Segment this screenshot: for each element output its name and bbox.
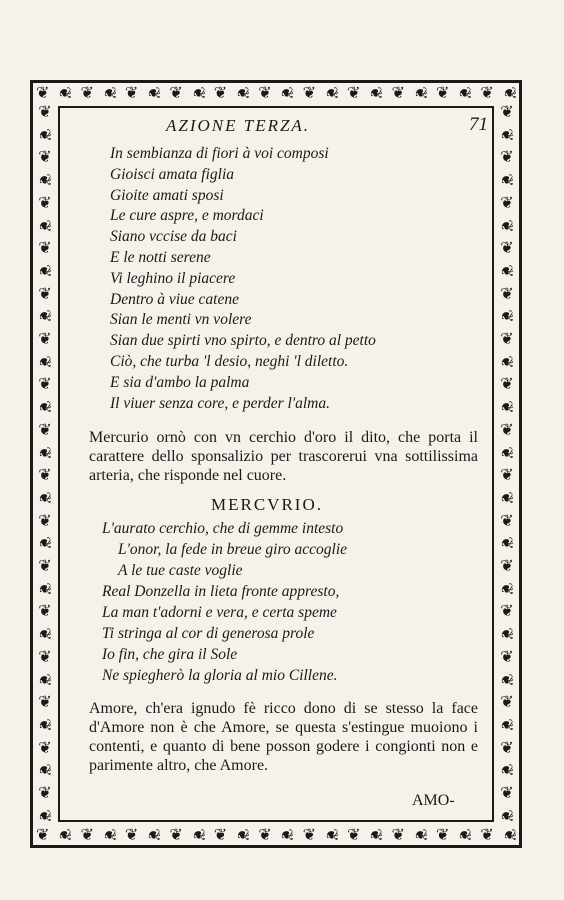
fleuron-ornament-icon: ❦ (498, 445, 517, 460)
fleuron-ornament-icon: ❦ (411, 828, 431, 842)
fleuron-ornament-icon: ❦ (498, 809, 517, 823)
fleuron-ornament-icon: ❦ (322, 828, 342, 842)
fleuron-ornament-icon: ❦ (36, 445, 55, 460)
fleuron-ornament-icon: ❦ (498, 763, 517, 778)
verse-line: Dentro à viue catene (110, 290, 239, 308)
speaker-heading: MERCVRIO. (211, 495, 323, 515)
fleuron-ornament-icon: ❦ (38, 374, 52, 394)
fleuron-ornament-icon: ❦ (366, 828, 386, 842)
fleuron-ornament-icon: ❦ (500, 238, 514, 258)
verse-line: La man t'adorni e vera, e certa speme (102, 603, 337, 621)
fleuron-ornament-icon: ❦ (233, 86, 253, 100)
verse-line: Il viuer senza core, e perder l'alma. (110, 394, 330, 412)
fleuron-ornament-icon: ❦ (38, 329, 52, 349)
fleuron-ornament-icon: ❦ (500, 692, 514, 712)
fleuron-ornament-icon: ❦ (366, 86, 386, 100)
fleuron-ornament-icon: ❦ (498, 400, 517, 414)
fleuron-ornament-icon: ❦ (36, 309, 55, 324)
fleuron-ornament-icon: ❦ (38, 465, 52, 485)
verse-line: Ciò, che turba 'l desio, neghi 'l diletto. (110, 352, 349, 370)
running-title: AZIONE TERZA. (166, 116, 311, 135)
fleuron-ornament-icon: ❦ (36, 491, 55, 505)
fleuron-ornament-icon: ❦ (258, 825, 272, 844)
verse-block-one (110, 144, 482, 414)
fleuron-ornament-icon: ❦ (144, 86, 164, 100)
page-header (78, 112, 488, 142)
verse-line: A le tue caste voglie (118, 562, 243, 580)
fleuron-ornament-icon: ❦ (38, 783, 52, 803)
fleuron-ornament-icon: ❦ (36, 173, 55, 187)
fleuron-ornament-icon: ❦ (302, 825, 317, 844)
fleuron-ornament-icon: ❦ (278, 86, 298, 100)
fleuron-ornament-icon: ❦ (36, 355, 55, 369)
verse-line: Gioisci amata figlia (110, 165, 234, 183)
fleuron-ornament-icon: ❦ (480, 83, 494, 102)
fleuron-ornament-icon: ❦ (36, 809, 55, 823)
prose-paragraph-one: Mercurio ornò con vn cerchio d'oro il dito, che porta il carattere dello sponsalizio per trascorerui vna sottilissima arteria, che risponde nel cuore. (89, 429, 478, 485)
fleuron-ornament-icon: ❦ (498, 309, 517, 324)
fleuron-ornament-icon: ❦ (500, 102, 514, 121)
fleuron-ornament-icon: ❦ (500, 646, 514, 666)
fleuron-ornament-icon: ❦ (38, 737, 52, 757)
fleuron-ornament-icon: ❦ (500, 783, 514, 803)
fleuron-ornament-icon: ❦ (38, 419, 52, 439)
fleuron-ornament-icon: ❦ (498, 128, 517, 142)
fleuron-ornament-icon: ❦ (498, 491, 517, 505)
verse-line: E sia d'ambo la palma (110, 373, 250, 391)
fleuron-ornament-icon: ❦ (391, 825, 405, 844)
fleuron-ornament-icon: ❦ (500, 510, 514, 530)
fleuron-ornament-icon: ❦ (213, 83, 228, 102)
fleuron-ornament-icon: ❦ (500, 374, 514, 394)
fleuron-ornament-icon: ❦ (169, 83, 183, 102)
verse-line: Vi leghino il piacere (110, 269, 236, 287)
fleuron-ornament-icon: ❦ (500, 556, 514, 576)
fleuron-ornament-icon: ❦ (124, 83, 139, 102)
fleuron-ornament-icon: ❦ (38, 147, 52, 167)
fleuron-ornament-icon: ❦ (500, 465, 514, 485)
verse-line: Sian le menti vn volere (110, 311, 252, 329)
ornament-border-right (498, 104, 516, 824)
fleuron-ornament-icon: ❦ (500, 283, 514, 303)
fleuron-ornament-icon: ❦ (500, 86, 520, 100)
fleuron-ornament-icon: ❦ (80, 83, 94, 102)
fleuron-ornament-icon: ❦ (36, 627, 55, 641)
fleuron-ornament-icon: ❦ (38, 692, 52, 712)
fleuron-ornament-icon: ❦ (100, 86, 120, 100)
fleuron-ornament-icon: ❦ (498, 536, 517, 551)
fleuron-ornament-icon: ❦ (38, 238, 52, 258)
fleuron-ornament-icon: ❦ (500, 601, 514, 621)
fleuron-ornament-icon: ❦ (498, 627, 517, 641)
fleuron-ornament-icon: ❦ (38, 510, 52, 530)
fleuron-ornament-icon: ❦ (36, 400, 55, 414)
fleuron-ornament-icon: ❦ (500, 419, 514, 439)
fleuron-ornament-icon: ❦ (347, 83, 361, 102)
fleuron-ornament-icon: ❦ (124, 825, 139, 844)
fleuron-ornament-icon: ❦ (38, 556, 52, 576)
fleuron-ornament-icon: ❦ (38, 283, 52, 303)
fleuron-ornament-icon: ❦ (36, 763, 55, 778)
fleuron-ornament-icon: ❦ (36, 672, 55, 687)
fleuron-ornament-icon: ❦ (213, 825, 228, 844)
fleuron-ornament-icon: ❦ (55, 828, 75, 842)
fleuron-ornament-icon: ❦ (498, 173, 517, 187)
fleuron-ornament-icon: ❦ (80, 825, 94, 844)
fleuron-ornament-icon: ❦ (189, 86, 209, 100)
fleuron-ornament-icon: ❦ (36, 536, 55, 551)
fleuron-ornament-icon: ❦ (278, 828, 298, 842)
fleuron-ornament-icon: ❦ (411, 86, 431, 100)
fleuron-ornament-icon: ❦ (498, 582, 517, 596)
ornament-border-bottom (36, 825, 520, 844)
fleuron-ornament-icon: ❦ (302, 83, 317, 102)
fleuron-ornament-icon: ❦ (55, 86, 75, 100)
text-block (78, 112, 488, 775)
fleuron-ornament-icon: ❦ (36, 218, 55, 233)
fleuron-ornament-icon: ❦ (36, 264, 55, 278)
verse-line: Io fin, che gira il Sole (102, 645, 238, 663)
fleuron-ornament-icon: ❦ (38, 102, 52, 121)
verse-line: L'aurato cerchio, che di gemme intesto (102, 520, 344, 538)
verse-line: Le cure aspre, e mordaci (110, 207, 264, 225)
verse-line: Siano vccise da baci (110, 228, 237, 246)
fleuron-ornament-icon: ❦ (38, 192, 52, 212)
fleuron-ornament-icon: ❦ (322, 86, 342, 100)
fleuron-ornament-icon: ❦ (100, 828, 120, 842)
fleuron-ornament-icon: ❦ (455, 86, 475, 100)
verse-line: Ne spiegherò la gloria al mio Cillene. (102, 666, 338, 684)
fleuron-ornament-icon: ❦ (144, 828, 164, 842)
verse-line: Gioite amati sposi (110, 186, 224, 204)
fleuron-ornament-icon: ❦ (498, 264, 517, 278)
verse-line: E le notti serene (110, 248, 211, 266)
fleuron-ornament-icon: ❦ (500, 828, 520, 842)
fleuron-ornament-icon: ❦ (498, 672, 517, 687)
fleuron-ornament-icon: ❦ (189, 828, 209, 842)
fleuron-ornament-icon: ❦ (498, 718, 517, 732)
fleuron-ornament-icon: ❦ (500, 192, 514, 212)
verse-line: Sian due spirti vno spirto, e dentro al petto (110, 332, 376, 350)
catchword: AMO- (412, 792, 455, 809)
ornament-border-top (36, 83, 520, 102)
page-number: 71 (469, 114, 488, 135)
fleuron-ornament-icon: ❦ (498, 218, 517, 233)
verse-block-two (102, 519, 482, 686)
verse-line: Ti stringa al cor di generosa prole (102, 624, 315, 642)
fleuron-ornament-icon: ❦ (391, 83, 405, 102)
verse-line: In sembianza di fiori à voi composi (110, 145, 329, 162)
fleuron-ornament-icon: ❦ (36, 718, 55, 732)
fleuron-ornament-icon: ❦ (480, 825, 494, 844)
fleuron-ornament-icon: ❦ (36, 128, 55, 142)
fleuron-ornament-icon: ❦ (233, 828, 253, 842)
fleuron-ornament-icon: ❦ (498, 355, 517, 369)
fleuron-ornament-icon: ❦ (500, 147, 514, 167)
fleuron-ornament-icon: ❦ (36, 83, 50, 102)
fleuron-ornament-icon: ❦ (169, 825, 183, 844)
fleuron-ornament-icon: ❦ (347, 825, 361, 844)
fleuron-ornament-icon: ❦ (38, 646, 52, 666)
fleuron-ornament-icon: ❦ (455, 828, 475, 842)
fleuron-ornament-icon: ❦ (500, 329, 514, 349)
fleuron-ornament-icon: ❦ (258, 83, 272, 102)
ornament-border-left (36, 104, 54, 824)
fleuron-ornament-icon: ❦ (435, 83, 450, 102)
fleuron-ornament-icon: ❦ (38, 601, 52, 621)
fleuron-ornament-icon: ❦ (500, 737, 514, 757)
verse-line: Real Donzella in lieta fronte appresto, (102, 583, 340, 601)
prose-paragraph-two: Amore, ch'era ignudo fè ricco dono di se stesso la face d'Amore non è che Amore, se questa s'estingue muoiono i contenti, e quanto di bene posson godere i congionti non e parimente altro, che Amore. (89, 699, 478, 774)
fleuron-ornament-icon: ❦ (435, 825, 450, 844)
fleuron-ornament-icon: ❦ (36, 825, 50, 844)
verse-line: L'onor, la fede in breue giro accoglie (118, 541, 348, 559)
fleuron-ornament-icon: ❦ (36, 582, 55, 596)
